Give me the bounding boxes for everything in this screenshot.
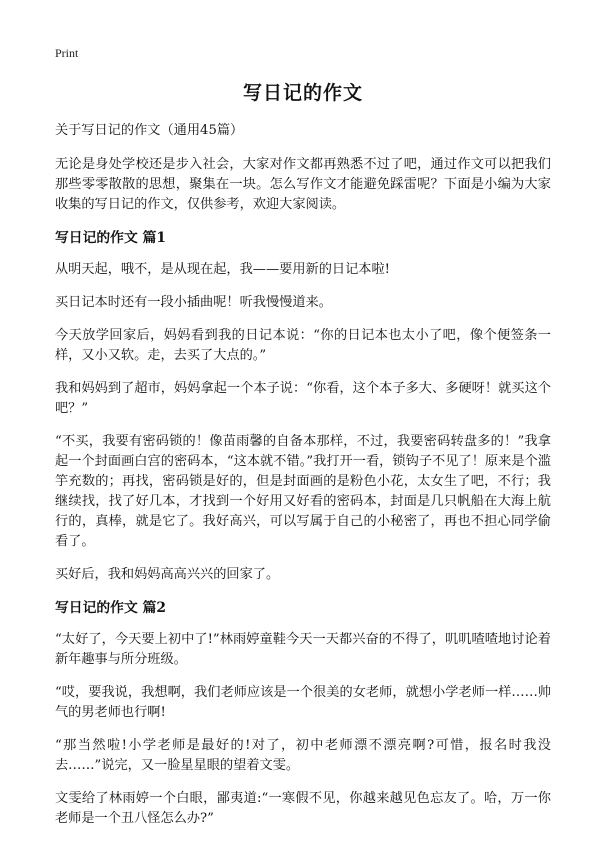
paragraph: 我和妈妈到了超市，妈妈拿起一个本子说：“你看，这个本子多大、多硬呀！就买这个吧？”	[55, 381, 551, 416]
paragraph: “哎，要我说，我想啊，我们老师应该是一个很美的女老师，就想小学老师一样……帅气的男老师也行啊!	[55, 685, 551, 720]
section-heading: 写日记的作文 篇2	[55, 600, 166, 616]
print-link[interactable]: Print	[55, 46, 79, 60]
article-subtitle: 关于写日记的作文（通用45篇）	[55, 123, 244, 138]
paragraph: “那当然啦!小学老师是最好的!对了，初中老师漂不漂亮啊?可惜，报名时我没去……”说完，又一脸星星眼的望着文雯。	[55, 738, 551, 773]
paragraph: 文雯给了林雨婷一个白眼，鄙夷道:“一寒假不见，你越来越见色忘友了。哈，万一你老师是一个丑八怪怎么办?”	[55, 791, 551, 826]
paragraph: 买好后，我和妈妈高高兴兴的回家了。	[55, 567, 280, 582]
article	[55, 78, 551, 842]
paragraph: “不买，我要有密码锁的！像苗雨馨的自备本那样，不过，我要密码转盘多的！”我拿起一个封面画白宫的密码本，“这本就不错。”我打开一看，锁钩子不见了！原来是个滥竽充数的；再找，密码锁是好的，但是封面画的是粉色小花，太女生了吧，不行；我继续找，找了好几本，才找到一个好用又好看的密码本，封面是几只帆船在大海上航行的，真棒，就是它了。我好高兴，可以写属于自己的小秘密了，再也不担心同学偷看了。	[55, 434, 551, 549]
page-title: 写日记的作文	[242, 82, 363, 104]
section-heading: 写日记的作文 篇1	[55, 230, 166, 246]
intro-paragraph: 无论是身处学校还是步入社会，大家对作文都再熟悉不过了吧，通过作文可以把我们那些零零散散的思想，聚集在一块。怎么写作文才能避免踩雷呢？下面是小编为大家收集的写日记的作文，仅供参考，欢迎大家阅读。	[55, 157, 551, 212]
paragraph: “太好了，今天要上初中了!”林雨婷童鞋今天一天都兴奋的不得了，叽叽喳喳地讨论着新年趣事与所分班级。	[55, 632, 551, 667]
paragraph: 从明天起，哦不，是从现在起，我——要用新的日记本啦!	[55, 262, 390, 277]
paragraph: 买日记本时还有一段小插曲呢！听我慢慢道来。	[55, 295, 332, 310]
paragraph: 今天放学回家后，妈妈看到我的日记本说：“你的日记本也太小了吧，像个便签条一样，又小又软。走，去买了大点的。”	[55, 328, 551, 363]
